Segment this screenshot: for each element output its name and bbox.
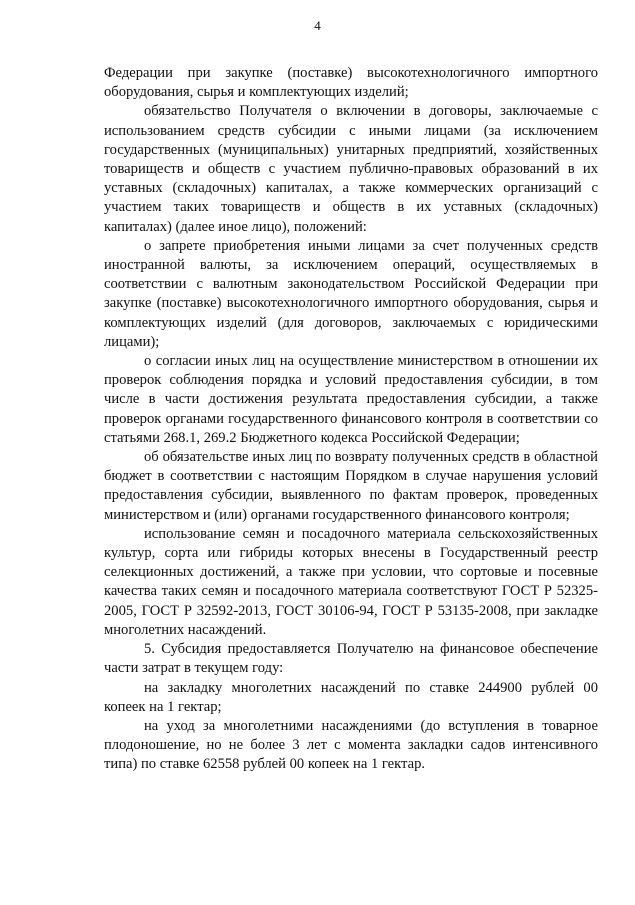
paragraph-refund-obligation: об обязательстве иных лиц по возврату полученных средств в областной бюджет в соответствии с настоящим Порядком в случае нарушения условий предоставления субсидии, выявленного по фактам проверок, проведенных министерством и (или) органами государственного финансового контроля; bbox=[104, 449, 598, 523]
paragraph-continuation: Федерации при закупке (поставке) высокотехнологичного импортного оборудования, сырья и комплектующих изделий; bbox=[104, 65, 598, 101]
paragraph-maintenance-rate: на уход за многолетними насаждениями (до вступления в товарное плодоношение, но не более 3 лет с момента закладки садов интенсивного типа) по ставке 62558 рублей 00 копеек на 1 гектар. bbox=[104, 717, 598, 773]
paragraph-inspection-consent: о согласии иных лиц на осуществление министерством в отношении их проверок соблюдения порядка и условий предоставления субсидии, в том числе в части достижения результата предоставления субсидии, а также проверок органами государственного финансового контроля в соответствии со статьями 268.1, 269.2 Бюджетного кодекса Российской Федерации; bbox=[104, 353, 598, 446]
page-number: 4 bbox=[314, 18, 321, 33]
paragraph-recipient-obligation: обязательство Получателя о включении в договоры, заключаемые с использованием средств субсидии с иными лицами (за исключением государственных (муниципальных) унитарных предприятий, хозяйственных товариществ и обществ с участием публично-правовых образований в их уставных (складочных) капиталах, а также коммерческих организаций с участием таких товариществ и обществ в их уставных (складочных) капиталах) (далее иное лицо), положений: bbox=[104, 103, 598, 235]
paragraph-planting-rate: на закладку многолетних насаждений по ставке 244900 рублей 00 копеек на 1 гектар; bbox=[104, 679, 598, 715]
paragraph-seed-usage: использование семян и посадочного материала сельскохозяйственных культур, сорта или гибриды которых внесены в Государственный реестр селекционных достижений, а также при условии, что сортовые и посевные качества таких семян и посадочного материала соответствуют ГОСТ Р 52325-2005, ГОСТ Р 32592-2013, ГОСТ 30106-94, ГОСТ Р 53135-2008, при закладке многолетних насаждений. bbox=[104, 525, 598, 638]
paragraph-subsidy-purpose: 5. Субсидия предоставляется Получателю на финансовое обеспечение части затрат в текущем году: bbox=[104, 641, 598, 677]
document-body bbox=[104, 64, 598, 775]
paragraph-currency-ban: о запрете приобретения иными лицами за счет полученных средств иностранной валюты, за исключением операций, осуществляемых в соответствии с валютным законодательством Российской Федерации при закупке (поставке) высокотехнологичного импортного оборудования, сырья и комплектующих изделий (для договоров, заключаемых с юридическими лицами); bbox=[104, 237, 598, 350]
